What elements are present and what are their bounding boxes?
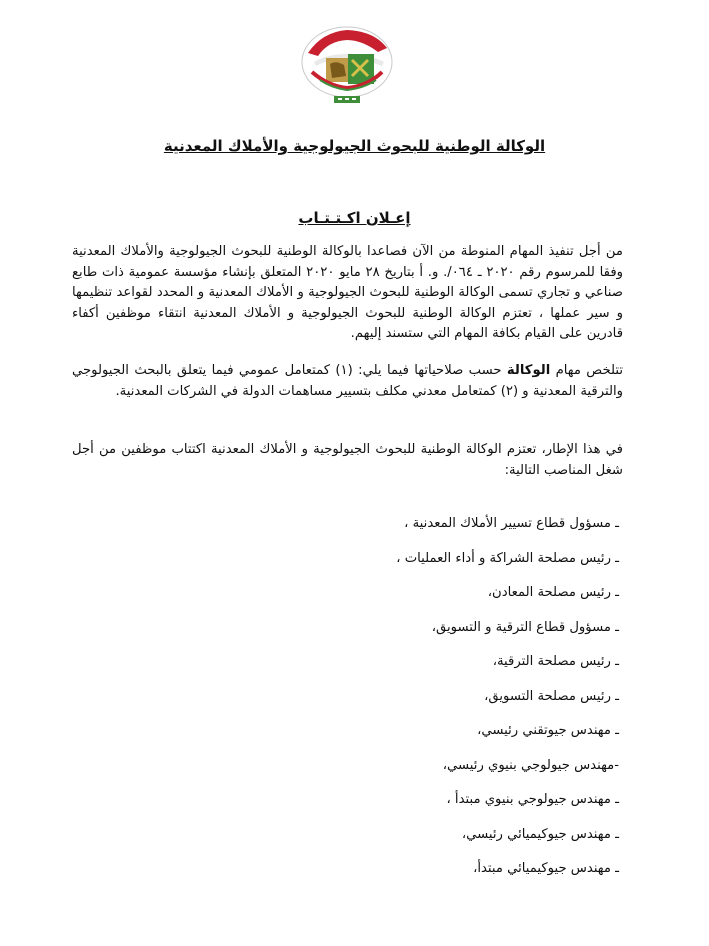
announcement-title: إعـلان اكـتـتـاب — [298, 209, 411, 227]
intro-paragraph: من أجل تنفيذ المهام المنوطة من الآن فصاعدا بالوكالة الوطنية للبحوث الجيولوجية والأملاك المعدنية وفقا للمرسوم رقم ٢٠٢٠ ـ ٠٦٤/. و. أ بتاريخ ٢٨ مايو ٢٠٢٠ المتعلق بإنشاء مؤسسة عمومية ذات طابع صناعي و تجاري تسمى الوكالة الوطنية للبحوث الجيولوجية و الأملاك المعدنية و المحدد لقواعد تنظيمها و سير عملها ، تعتزم الوكالة الوطنية للبحوث الجيولوجية و الأملاك المعدنية انتقاء موظفين أكفاء قادرين على القيام بكافة المهام التي ستسند إليهم. — [72, 244, 623, 341]
position-item: -مهندس جيولوجي بنيوي رئيسي، — [442, 757, 619, 773]
position-item: ـ رئيس مصلحة الترقية، — [492, 654, 619, 669]
agency-seal-logo — [292, 18, 402, 114]
missions-text-start: تتلخص مهام — [550, 363, 623, 378]
missions-text-rest: حسب صلاحياتها فيما يلي: (١) كمتعامل عمومي فيما يتعلق بالبحث الجيولوجي والترقية المعدنية و (٢) كمتعامل معدني مكلف بتسيير مساهمات الدولة في الشركات المعدنية. — [72, 363, 623, 399]
position-item: ـ مهندس جيوتقني رئيسي، — [477, 723, 619, 738]
agency-title: الوكالة الوطنية للبحوث الجيولوجية والأملاك المعدنية — [163, 137, 546, 155]
missions-agency-bold: الوكالة — [506, 363, 551, 378]
position-item: ـ مهندس جيوكيميائي مبتدأ، — [473, 861, 619, 876]
agency-logo-icon — [292, 18, 402, 114]
position-item: ـ رئيس مصلحة المعادن، — [487, 585, 619, 600]
position-item: ـ مهندس جيوكيميائي رئيسي، — [461, 826, 619, 842]
recruitment-paragraph: في هذا الإطار، تعتزم الوكالة الوطنية للبحوث الجيولوجية و الأملاك المعدنية اكتتاب موظفين من أجل شغل المناصب التالية: — [72, 442, 623, 478]
position-item: ـ مسؤول قطاع الترقية و التسويق، — [431, 619, 619, 635]
position-item: ـ رئيس مصلحة التسويق، — [484, 688, 619, 704]
position-item: ـ مهندس جيولوجي بنيوي مبتدأ ، — [446, 792, 619, 807]
positions-list — [200, 514, 619, 894]
missions-paragraph — [72, 361, 623, 402]
position-item: ـ رئيس مصلحة الشراكة و أداء العمليات ، — [396, 550, 619, 566]
position-item: ـ مسؤول قطاع تسيير الأملاك المعدنية ، — [404, 516, 619, 531]
